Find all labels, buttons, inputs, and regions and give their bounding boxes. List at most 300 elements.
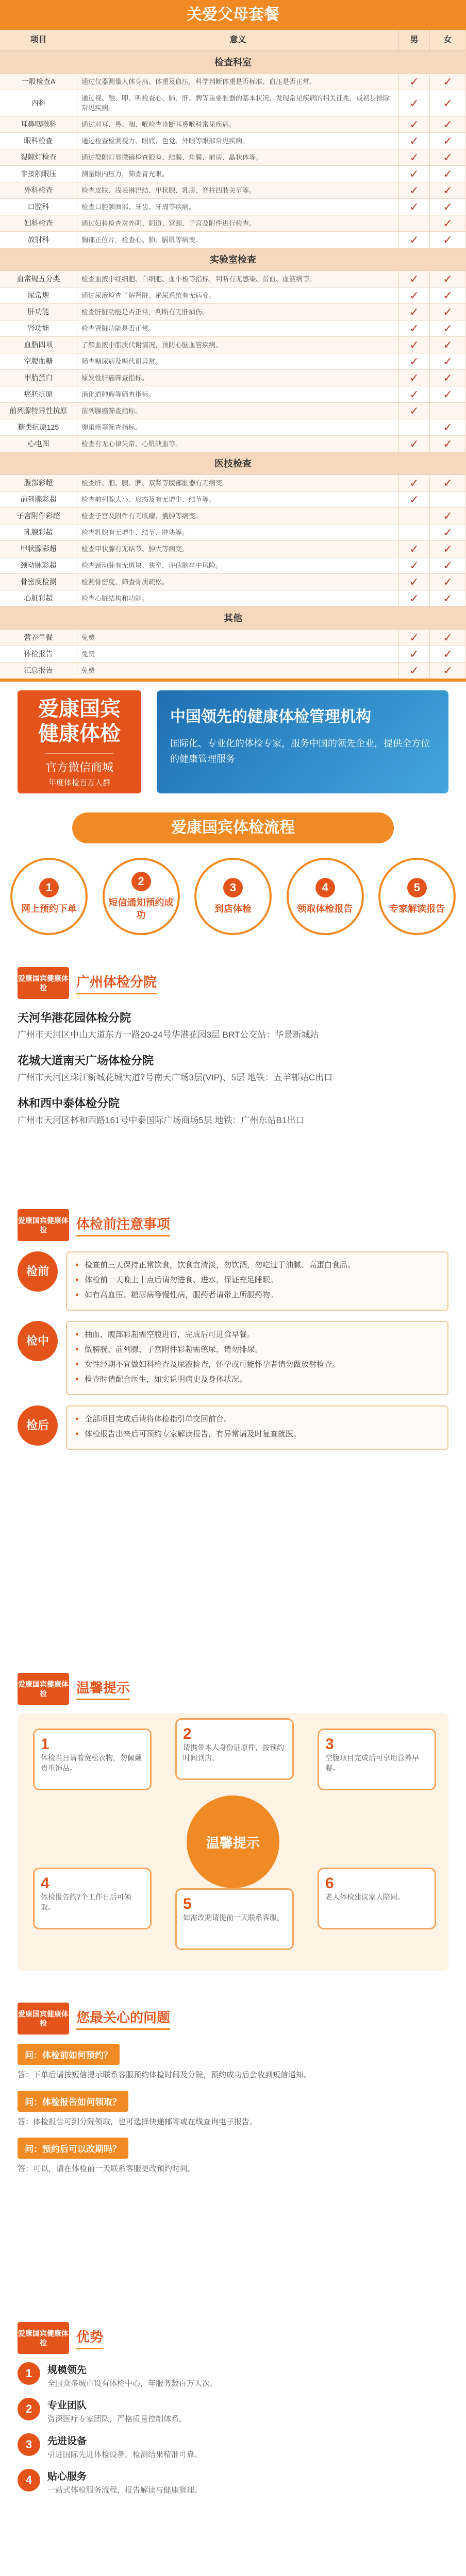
row-item-name: 血常规五分类 <box>0 271 77 287</box>
faq-heading <box>18 2003 448 2035</box>
process-step <box>194 858 272 935</box>
table-row <box>0 646 466 662</box>
row-item-name: 一般检查A <box>0 74 77 90</box>
male-check-icon: ✓ <box>399 403 430 419</box>
female-check-icon: ✓ <box>430 630 466 646</box>
advantage-item <box>18 2469 448 2496</box>
tips-section <box>0 1663 466 1992</box>
row-description: 检查皮肤、浅表淋巴结、甲状腺、乳房、脊柱四肢关节等。 <box>77 182 399 198</box>
male-check-icon <box>399 524 430 540</box>
advantage-number: 2 <box>18 2398 40 2420</box>
row-item-name: 心电图 <box>0 436 77 452</box>
row-item-name: 乳腺彩超 <box>0 524 77 540</box>
table-row <box>0 629 466 646</box>
row-item-name: 甲状腺彩超 <box>0 541 77 557</box>
female-check-icon: ✓ <box>430 386 466 402</box>
advantages-title: 优势 <box>76 2327 103 2349</box>
table-row <box>0 73 466 90</box>
package-body <box>0 50 466 679</box>
faq-item <box>18 2091 448 2128</box>
male-check-icon: ✓ <box>399 90 430 116</box>
row-item-name: 内科 <box>0 90 77 116</box>
process-steps <box>10 858 456 935</box>
branch-name: 天河华港花园体检分院 <box>18 1011 131 1024</box>
notice-item: ● 体检报告出来后可预约专家解读报告，有异常请及时复查就医。 <box>75 1428 439 1440</box>
row-item-name: 癌胚抗原 <box>0 386 77 402</box>
female-check-icon: ✓ <box>430 436 466 452</box>
branch-address: 广州市天河区林和西路161号中泰国际广场商场5层 地铁：广州东站B1出口 <box>18 1115 305 1125</box>
row-description: 检查心脏结构和功能。 <box>77 590 399 606</box>
advantages-section <box>0 2312 466 2576</box>
package-section-header: 检查科室 <box>0 50 466 73</box>
row-item-name: 营养早餐 <box>0 630 77 646</box>
male-check-icon: ✓ <box>399 492 430 507</box>
female-check-icon: ✓ <box>430 320 466 336</box>
package-section-rows <box>0 270 466 452</box>
notice-item: ● 女性经期不宜做妇科检查及尿液检查，怀孕或可能怀孕者请勿做放射检查。 <box>75 1358 439 1371</box>
table-row <box>0 557 466 573</box>
row-description: 通过仪器测量人体身高、体重及血压，科学判断体重是否标准、血压是否正常。 <box>77 74 399 90</box>
row-item-name: 非接触眼压 <box>0 166 77 182</box>
tip-text: 请携带本人身份证原件，按预约时间到店。 <box>183 1743 284 1762</box>
step-number: 4 <box>315 878 335 897</box>
process-step <box>378 858 456 935</box>
female-check-icon: ✓ <box>430 663 466 679</box>
male-check-icon: ✓ <box>399 557 430 573</box>
advantage-number: 3 <box>18 2433 40 2456</box>
female-check-icon: ✓ <box>430 215 466 231</box>
male-check-icon: ✓ <box>399 630 430 646</box>
female-check-icon: ✓ <box>430 646 466 662</box>
package-header-row <box>0 30 466 50</box>
faq-section <box>0 1992 466 2312</box>
female-check-icon: ✓ <box>430 304 466 320</box>
row-description: 免费 <box>77 663 399 679</box>
advantage-number: 4 <box>18 2469 40 2492</box>
tip-text: 体检当日请着宽松衣物，勿佩戴贵重饰品。 <box>41 1754 142 1772</box>
male-check-icon: ✓ <box>399 133 430 149</box>
package-section-rows <box>0 73 466 248</box>
notice-badge: 检前 <box>18 1251 58 1292</box>
row-description: 前列腺癌筛查指标。 <box>77 403 399 419</box>
notice-item: ● 检查前三天保持正常饮食，饮食宜清淡，勿饮酒，勿吃过于油腻、高蛋白食品。 <box>75 1259 439 1272</box>
notice-list <box>66 1405 448 1450</box>
row-description: 检查前列腺大小、形态及有无增生、结节等。 <box>77 492 399 507</box>
faq-answer: 答：体检报告可到分院领取，也可选择快递邮寄或在线查询电子报告。 <box>18 2117 258 2126</box>
process-title: 爱康国宾体检流程 <box>72 812 394 843</box>
table-row <box>0 590 466 606</box>
faq-question[interactable]: 问：体检前如何预约？ <box>18 2044 120 2065</box>
tip-text: 如需改期请提前一天联系客服。 <box>183 1913 284 1922</box>
tip-card <box>33 1868 152 1929</box>
row-item-name: 汇总报告 <box>0 663 77 679</box>
table-row <box>0 165 466 182</box>
col-item-header: 项目 <box>0 30 77 50</box>
process-step <box>103 858 180 935</box>
row-description: 检查有无心律失常、心肌缺血等。 <box>77 436 399 452</box>
female-check-icon: ✓ <box>430 271 466 287</box>
female-check-icon: ✓ <box>430 475 466 491</box>
row-item-name: 尿常规 <box>0 287 77 303</box>
package-title: 关爱父母套餐 <box>0 0 466 30</box>
male-check-icon: ✓ <box>399 370 430 386</box>
brand-logo-line3: 官方微信商城 <box>45 753 113 775</box>
notice-item: ● 检查时请配合医生，如实说明病史及身体状况。 <box>75 1373 439 1386</box>
table-row <box>0 198 466 215</box>
advantage-text <box>47 2362 218 2389</box>
table-row <box>0 303 466 320</box>
male-check-icon: ✓ <box>399 590 430 606</box>
tip-card <box>175 1888 294 1950</box>
female-check-icon: ✓ <box>430 541 466 557</box>
row-item-name: 耳鼻咽喉科 <box>0 116 77 132</box>
notice-heading <box>18 1209 448 1241</box>
row-description: 通过对耳、鼻、咽、喉检查诊断耳鼻喉科常见疾病。 <box>77 116 399 132</box>
female-check-icon: ✓ <box>430 166 466 182</box>
row-item-name: 子宫附件彩超 <box>0 508 77 524</box>
tip-card <box>318 1868 436 1929</box>
brand-slogan: 中国领先的健康体检管理机构 <box>170 708 371 725</box>
row-item-name: 颈动脉彩超 <box>0 557 77 573</box>
col-desc-header: 意义 <box>77 30 399 50</box>
step-number: 5 <box>407 878 427 897</box>
row-description: 通过妇科检查对外阴、阴道、宫颈、子宫及附件进行检查。 <box>77 215 399 231</box>
package-section-header: 医技检查 <box>0 452 466 474</box>
tip-number: 1 <box>41 1736 49 1753</box>
table-row <box>0 336 466 353</box>
row-item-name: 妇科检查 <box>0 215 77 231</box>
row-description: 检查子宫及附件有无肌瘤、囊肿等病变。 <box>77 508 399 524</box>
brand-logo-line2: 健康体检 <box>38 722 121 745</box>
notice-title: 体检前注意事项 <box>76 1214 170 1236</box>
row-description: 筛查糖尿病及糖代谢异常。 <box>77 353 399 369</box>
process-section <box>0 802 466 957</box>
step-number: 1 <box>39 878 59 897</box>
female-check-icon <box>430 403 466 419</box>
notice-badge: 检中 <box>18 1321 58 1361</box>
male-check-icon: ✓ <box>399 646 430 662</box>
advantage-text <box>47 2398 187 2425</box>
row-item-name: 口腔科 <box>0 199 77 215</box>
notice-group <box>18 1251 448 1311</box>
male-check-icon: ✓ <box>399 386 430 402</box>
table-row <box>0 353 466 369</box>
row-item-name: 骨密度检测 <box>0 574 77 590</box>
branch-item <box>18 1009 448 1042</box>
section-logo: 爱康国宾健康体检 <box>18 2003 69 2035</box>
male-check-icon: ✓ <box>399 271 430 287</box>
package-section-rows <box>0 474 466 606</box>
female-check-icon: ✓ <box>430 574 466 590</box>
table-row <box>0 386 466 402</box>
female-check-icon <box>430 492 466 507</box>
male-check-icon: ✓ <box>399 541 430 557</box>
row-description: 检查甲状腺有无结节、肿大等病变。 <box>77 541 399 557</box>
table-row <box>0 573 466 590</box>
female-check-icon: ✓ <box>430 74 466 90</box>
tip-card <box>318 1728 436 1790</box>
package-table <box>0 0 466 679</box>
table-row <box>0 524 466 540</box>
male-check-icon: ✓ <box>399 116 430 132</box>
tip-text: 空腹项目完成后可享用营养早餐。 <box>325 1754 419 1772</box>
notice-item: ● 如有高血压、糖尿病等慢性病，服药者请带上所服药物。 <box>75 1289 439 1301</box>
female-check-icon: ✓ <box>430 419 466 435</box>
tip-number: 3 <box>325 1736 334 1753</box>
branch-name: 林和西中泰体检分院 <box>18 1097 120 1110</box>
row-item-name: 心脏彩超 <box>0 590 77 606</box>
process-step <box>287 858 364 935</box>
female-check-icon: ✓ <box>430 287 466 303</box>
notice-group <box>18 1405 448 1450</box>
row-description: 检查肝脏功能是否正常，判断有无肝损伤。 <box>77 304 399 320</box>
table-row <box>0 182 466 198</box>
advantage-title: 规模领先 <box>47 2365 87 2376</box>
row-description: 检查口腔颌面部、牙齿、牙周等疾病。 <box>77 199 399 215</box>
package-section-header: 其他 <box>0 606 466 629</box>
faq-answer: 答：下单后请按短信提示联系客服预约体检时间及分院，预约成功后会收到短信通知。 <box>18 2071 312 2079</box>
female-check-icon: ✓ <box>430 557 466 573</box>
female-check-icon: ✓ <box>430 90 466 116</box>
table-row <box>0 435 466 452</box>
advantages-list <box>18 2362 448 2496</box>
row-description: 通过裂隙灯显微镜检查眼睑、结膜、角膜、前房、晶状体等。 <box>77 149 399 165</box>
advantage-item <box>18 2398 448 2425</box>
advantage-title: 先进设备 <box>47 2436 87 2447</box>
row-item-name: 肝功能 <box>0 304 77 320</box>
table-row <box>0 507 466 524</box>
male-check-icon: ✓ <box>399 436 430 452</box>
row-description: 免费 <box>77 630 399 646</box>
male-check-icon: ✓ <box>399 232 430 248</box>
table-row <box>0 287 466 303</box>
faq-item <box>18 2044 448 2081</box>
female-check-icon: ✓ <box>430 199 466 215</box>
male-check-icon: ✓ <box>399 574 430 590</box>
male-check-icon <box>399 215 430 231</box>
advantage-item <box>18 2362 448 2389</box>
row-description: 卵巢癌等筛查指标。 <box>77 419 399 435</box>
advantage-desc: 一站式体检服务流程，报告解读与健康管理。 <box>47 2486 203 2495</box>
notice-item: ● 体检前一天晚上十点后请勿进食、进水，保证充足睡眠。 <box>75 1274 439 1286</box>
tip-number: 5 <box>183 1895 192 1912</box>
notice-group <box>18 1321 448 1395</box>
female-check-icon: ✓ <box>430 182 466 198</box>
advantage-title: 专业团队 <box>47 2400 87 2411</box>
advantage-desc: 引进国际先进体检设备，检测结果精准可靠。 <box>47 2450 203 2459</box>
brand-banner <box>0 679 466 802</box>
table-row <box>0 320 466 336</box>
advantage-desc: 资深医疗专家团队，严格质量控制体系。 <box>47 2415 187 2424</box>
male-check-icon: ✓ <box>399 353 430 369</box>
row-description: 检查颈动脉有无斑块、狭窄，评估脑卒中风险。 <box>77 557 399 573</box>
faq-title: 您最关心的问题 <box>76 2007 170 2030</box>
step-label: 领取体检报告 <box>297 904 353 914</box>
tip-number: 4 <box>41 1875 49 1892</box>
row-item-name: 外科检查 <box>0 182 77 198</box>
branch-item <box>18 1052 448 1084</box>
advantage-text <box>47 2469 202 2496</box>
package-section-rows <box>0 629 466 679</box>
advantages-heading <box>18 2322 448 2354</box>
male-check-icon: ✓ <box>399 663 430 679</box>
female-check-icon: ✓ <box>430 337 466 353</box>
tips-center: 温馨提示 <box>187 1795 279 1888</box>
advantage-item <box>18 2433 448 2461</box>
male-check-icon: ✓ <box>399 304 430 320</box>
branch-address: 广州市天河区珠江新城花城大道7号南天广场3层(VIP)、5层 地铁：五羊邨站C出口 <box>18 1073 333 1082</box>
brand-logo-line1: 爱康国宾 <box>38 697 121 720</box>
row-item-name: 前列腺特异性抗原 <box>0 403 77 419</box>
notice-list <box>66 1251 448 1311</box>
row-description: 检查肝、胆、胰、脾、双肾等腹部脏器有无病变。 <box>77 475 399 491</box>
notice-section <box>0 1199 466 1663</box>
branch-item <box>18 1095 448 1127</box>
advantage-text <box>47 2433 202 2461</box>
faq-list <box>18 2044 448 2175</box>
table-row <box>0 116 466 132</box>
step-number: 2 <box>131 872 151 891</box>
male-check-icon: ✓ <box>399 337 430 353</box>
female-check-icon: ✓ <box>430 149 466 165</box>
table-row <box>0 90 466 116</box>
table-row <box>0 132 466 149</box>
step-number: 3 <box>223 878 243 897</box>
female-check-icon: ✓ <box>430 116 466 132</box>
female-check-icon: ✓ <box>430 370 466 386</box>
tip-number: 2 <box>183 1725 192 1742</box>
notice-badge: 检后 <box>18 1405 58 1446</box>
female-check-icon: ✓ <box>430 353 466 369</box>
female-check-icon: ✓ <box>430 508 466 524</box>
table-row <box>0 215 466 231</box>
step-label: 到店体检 <box>214 904 252 914</box>
row-description: 通过检查检测视力、眼底、色觉、外眼等眼部常见疾病。 <box>77 133 399 149</box>
table-row <box>0 419 466 435</box>
table-row <box>0 369 466 386</box>
row-description: 通过视、触、叩、听检查心、肺、肝、脾等重要脏器的基本状况，发现常见疾病的相关征兆，或初步排除常见疾病。 <box>77 90 399 116</box>
row-description: 免费 <box>77 646 399 662</box>
row-description: 检查肾脏功能是否正常。 <box>77 320 399 336</box>
row-item-name: 放射科 <box>0 232 77 248</box>
row-description: 了解血液中脂质代谢情况，预防心脑血管疾病。 <box>77 337 399 353</box>
notice-item: ● 抽血、腹部彩超需空腹进行，完成后可进食早餐。 <box>75 1328 439 1341</box>
col-male-header: 男 <box>399 30 430 50</box>
table-row <box>0 402 466 419</box>
row-item-name: 眼科检查 <box>0 133 77 149</box>
male-check-icon: ✓ <box>399 182 430 198</box>
male-check-icon: ✓ <box>399 149 430 165</box>
brand-description: 国际化、专业化的体检专家，服务中国的领先企业，提供全方位的健康管理服务 <box>170 738 430 764</box>
row-item-name: 裂隙灯检查 <box>0 149 77 165</box>
row-description: 通过尿液检查了解肾脏、泌尿系统有无病变。 <box>77 287 399 303</box>
male-check-icon: ✓ <box>399 166 430 182</box>
male-check-icon <box>399 508 430 524</box>
section-logo: 爱康国宾健康体检 <box>18 2322 69 2354</box>
tip-card <box>175 1718 294 1780</box>
branches-title: 广州体检分院 <box>76 972 157 994</box>
branches-heading <box>18 967 448 999</box>
row-description: 检测骨密度，筛查骨质疏松。 <box>77 574 399 590</box>
section-logo: 爱康国宾健康体检 <box>18 1209 69 1241</box>
section-logo: 爱康国宾健康体检 <box>18 1673 69 1705</box>
row-item-name: 血脂四项 <box>0 337 77 353</box>
faq-question[interactable]: 问：体检报告如何领取？ <box>18 2091 128 2112</box>
tip-number: 6 <box>325 1875 334 1892</box>
female-check-icon: ✓ <box>430 524 466 540</box>
faq-answer: 答：可以，请在体检前一天联系客服更改预约时间。 <box>18 2164 196 2173</box>
brand-logo-line4: 年度体检百万人群 <box>48 778 110 787</box>
row-item-name: 甲胎蛋白 <box>0 370 77 386</box>
male-check-icon: ✓ <box>399 475 430 491</box>
tips-heading <box>18 1673 448 1705</box>
table-row <box>0 540 466 557</box>
branches-section <box>0 957 466 1199</box>
male-check-icon: ✓ <box>399 320 430 336</box>
tip-text: 老人体检建议家人陪同。 <box>325 1893 405 1901</box>
branch-address: 广州市天河区中山大道东方一路20-24号华港花园3层 BRT公交站：华景新城站 <box>18 1030 319 1040</box>
branch-list <box>18 1009 448 1127</box>
row-description: 检查血液中红细胞、白细胞、血小板等指标，判断有无感染、贫血、血液病等。 <box>77 271 399 287</box>
tip-text: 体检报告约7个工作日后可领取。 <box>41 1893 131 1911</box>
step-label: 短信通知预约成功 <box>108 897 174 920</box>
step-label: 专家解读报告 <box>389 904 445 914</box>
male-check-icon: ✓ <box>399 287 430 303</box>
male-check-icon: ✓ <box>399 74 430 90</box>
row-item-name: 肾功能 <box>0 320 77 336</box>
row-description: 原发性肝癌筛查指标。 <box>77 370 399 386</box>
col-female-header: 女 <box>430 30 466 50</box>
advantage-title: 贴心服务 <box>47 2471 87 2482</box>
row-item-name: 腹部彩超 <box>0 475 77 491</box>
table-row <box>0 231 466 248</box>
female-check-icon: ✓ <box>430 133 466 149</box>
process-step <box>10 858 88 935</box>
notice-item: ● 做膀胱、前列腺、子宫附件彩超需憋尿，请勿排尿。 <box>75 1343 439 1356</box>
tips-diagram <box>18 1713 448 1971</box>
advantage-number: 1 <box>18 2362 40 2385</box>
female-check-icon: ✓ <box>430 590 466 606</box>
tip-card <box>33 1728 152 1790</box>
table-row <box>0 491 466 507</box>
table-row <box>0 270 466 287</box>
section-logo: 爱康国宾健康体检 <box>18 967 69 999</box>
male-check-icon: ✓ <box>399 199 430 215</box>
row-item-name: 前列腺彩超 <box>0 492 77 507</box>
notice-item: ● 全部项目完成后请将体检指引单交回前台。 <box>75 1413 439 1426</box>
row-item-name: 体检报告 <box>0 646 77 662</box>
package-section-header: 实验室检查 <box>0 248 466 270</box>
row-description: 消化道肿瘤等筛查指标。 <box>77 386 399 402</box>
row-description: 测量眼内压力，筛查青光眼。 <box>77 166 399 182</box>
female-check-icon: ✓ <box>430 232 466 248</box>
notice-list <box>66 1321 448 1395</box>
advantage-desc: 全国众多城市设有体检中心，年服务数百万人次。 <box>47 2379 218 2388</box>
row-item-name: 糖类抗原125 <box>0 419 77 435</box>
tips-title: 温馨提示 <box>76 1677 130 1700</box>
table-row <box>0 662 466 679</box>
table-row <box>0 149 466 165</box>
step-label: 网上预约下单 <box>21 904 77 914</box>
notice-groups <box>18 1251 448 1450</box>
male-check-icon <box>399 419 430 435</box>
brand-slogan-panel <box>157 690 448 793</box>
row-item-name: 空腹血糖 <box>0 353 77 369</box>
faq-question[interactable]: 问：预约后可以改期吗？ <box>18 2138 128 2159</box>
brand-logo[interactable] <box>18 690 141 793</box>
table-row <box>0 474 466 491</box>
branch-name: 花城大道南天广场体检分院 <box>18 1054 154 1067</box>
